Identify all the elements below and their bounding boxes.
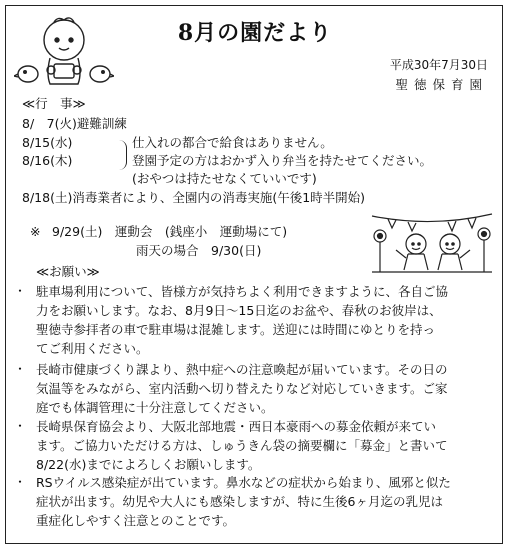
notice-parking — [36, 282, 498, 358]
date-brace — [118, 140, 127, 170]
event-snack-note: (おやつは持たせなくていいです) — [132, 171, 317, 186]
notice-line: 長崎市健康づくり課より、熱中症への注意喚起が届いています。その日の — [36, 362, 448, 377]
event-bento-note: 登園予定の方はおかず入り弁当を持たせてください。 — [132, 153, 433, 168]
issue-date: 平成30年7月30日 — [389, 58, 488, 72]
notice-bullet: ・ — [14, 284, 27, 298]
notice-line: てご利用ください。 — [36, 341, 149, 356]
notice-line: ます。ご協力いただける方は、しゅうきん袋の摘要欄に「募金」と書いて — [36, 438, 448, 453]
event-no-lunch-note: 仕入れの都合で給食はありません。 — [132, 135, 333, 150]
notice-line: 8/22(水)までによろしくお願いします。 — [36, 457, 261, 472]
notice-line: 重症化しやすく注意とのことです。 — [36, 513, 236, 528]
notice-line: 気温等をみながら、室内活動へ切り替えたりなど対応していきます。ご家 — [36, 381, 448, 396]
notice-line: 聖徳寺参拝者の車で駐車場は混雑します。送迎には時間にゆとりを持っ — [36, 322, 436, 337]
notice-donation — [36, 417, 498, 474]
events-heading: ≪行 事≫ — [22, 96, 86, 111]
newsletter-title: 8月の園だより — [177, 20, 333, 46]
event-evacuation-drill: 8/ 7(火)避難訓練 — [22, 116, 127, 131]
event-date-816: 8/16(木) — [22, 153, 73, 168]
event-date-815: 8/15(水) — [22, 135, 73, 150]
notice-line: 症状が出ます。幼児や大人にも感染しますが、特に生後6ヶ月迄の乳児は — [36, 494, 443, 509]
sports-day-mark: ※ — [30, 224, 41, 239]
notice-line: 庭でも体調管理に十分注意してください。 — [36, 400, 274, 415]
notice-line: RSウイルス感染症が出ています。鼻水などの症状から始まり、風邪と似た — [36, 475, 451, 490]
notice-bullet: ・ — [14, 475, 27, 489]
notice-line: 長崎県保育協会より、大阪北部地震・西日本豪雨への募金依頼が来てい — [36, 419, 437, 434]
organization-name: 聖徳保育園 — [395, 77, 488, 92]
notice-bullet: ・ — [14, 419, 27, 433]
notice-line: 駐車場利用について、皆様方が気持ちよく利用できますように、各自ご協 — [36, 284, 449, 299]
sports-day-line: 9/29(土) 運動会 (銭座小 運動場にて) — [52, 224, 288, 239]
notice-heatstroke — [36, 360, 498, 417]
event-disinfection: 8/18(土)消毒業者により、全園内の消毒実施(午後1時半開始) — [22, 190, 366, 205]
notice-bullet: ・ — [14, 362, 27, 376]
sports-day-rain-date: 雨天の場合 9/30(日) — [136, 243, 262, 258]
notice-rs-virus — [36, 473, 498, 530]
notice-line: 力をお願いします。なお、8月9日～15日迄のお盆や、春秋のお彼岸は、 — [36, 303, 442, 318]
notices-heading: ≪お願い≫ — [36, 264, 100, 279]
children-sports-day-flags-illustration — [368, 206, 496, 274]
